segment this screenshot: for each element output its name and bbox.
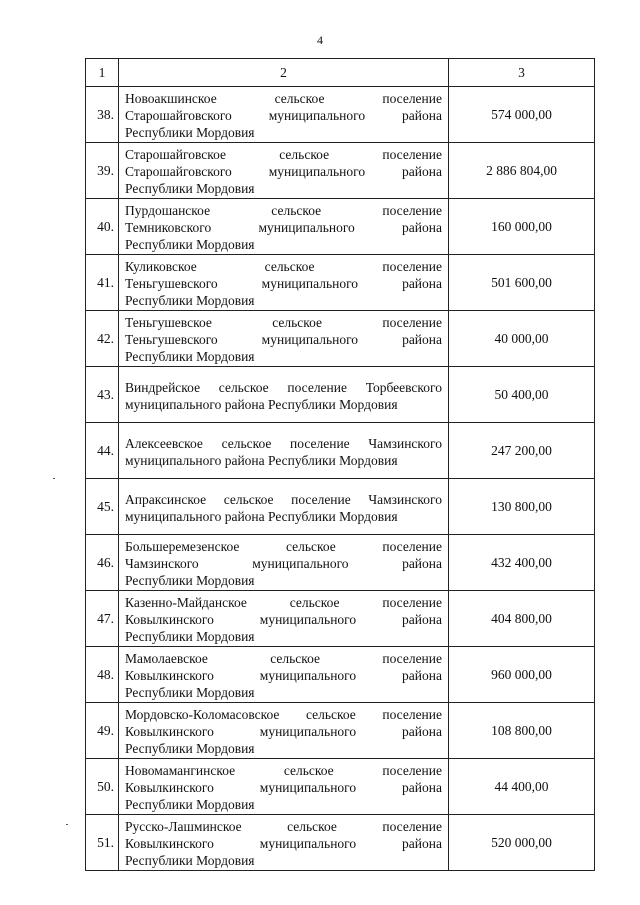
- column-header-2: 2: [119, 59, 449, 87]
- table-row: [86, 759, 595, 815]
- amount-value: 160 000,00: [449, 199, 595, 255]
- settlement-name: [119, 199, 449, 255]
- amount-value: 44 400,00: [449, 759, 595, 815]
- settlement-name-line: Теньгушевского муниципального района: [125, 276, 442, 291]
- table-row: [86, 255, 595, 311]
- settlement-name-line: Республики Мордовия: [125, 349, 255, 364]
- amount-value: 960 000,00: [449, 647, 595, 703]
- table-row: [86, 199, 595, 255]
- column-header-1: 1: [86, 59, 119, 87]
- column-header-3: 3: [449, 59, 595, 87]
- row-number: 41.: [86, 255, 119, 311]
- amount-value: 432 400,00: [449, 535, 595, 591]
- row-number: 48.: [86, 647, 119, 703]
- table-row: [86, 423, 595, 479]
- row-number: 38.: [86, 87, 119, 143]
- settlement-name-line: Теньгушевского муниципального района: [125, 332, 442, 347]
- settlement-name: [119, 703, 449, 759]
- settlement-name-line: Алексеевское сельское поселение Чамзинского: [125, 435, 442, 451]
- settlement-name: [119, 255, 449, 311]
- amount-value: 108 800,00: [449, 703, 595, 759]
- settlement-name-line: Старошайговское сельское поселение: [125, 147, 442, 162]
- amount-value: 404 800,00: [449, 591, 595, 647]
- settlement-name-line: муниципального района Республики Мордовия: [125, 396, 398, 412]
- settlement-name-line: Пурдошанское сельское поселение: [125, 203, 442, 218]
- settlement-name-line: муниципального района Республики Мордовия: [125, 452, 398, 468]
- settlement-name-line: Республики Мордовия: [125, 237, 255, 252]
- settlement-name: [119, 535, 449, 591]
- row-number: 43.: [86, 367, 119, 423]
- settlement-name-line: Новоакшинское сельское поселение: [125, 91, 442, 106]
- municipal-allocation-table: [85, 58, 595, 871]
- settlement-name-line: Республики Мордовия: [125, 629, 255, 644]
- table-row: [86, 87, 595, 143]
- settlement-name-line: Казенно-Майданское сельское поселение: [125, 595, 442, 610]
- settlement-name-line: Республики Мордовия: [125, 685, 255, 700]
- table-row: [86, 479, 595, 535]
- amount-value: 130 800,00: [449, 479, 595, 535]
- margin-mark: [66, 824, 68, 825]
- table-row: [86, 367, 595, 423]
- settlement-name-line: Новомамангинское сельское поселение: [125, 763, 442, 778]
- table-row: [86, 143, 595, 199]
- settlement-name-line: Старошайговского муниципального района: [125, 164, 442, 179]
- settlement-name: [119, 479, 449, 535]
- settlement-name-line: Куликовское сельское поселение: [125, 259, 442, 274]
- table-row: [86, 647, 595, 703]
- settlement-name-line: муниципального района Республики Мордовия: [125, 508, 398, 524]
- settlement-name: [119, 143, 449, 199]
- amount-value: 247 200,00: [449, 423, 595, 479]
- row-number: 51.: [86, 815, 119, 871]
- table-row: [86, 815, 595, 871]
- settlement-name-line: Мамолаевское сельское поселение: [125, 651, 442, 666]
- settlement-name: [119, 815, 449, 871]
- settlement-name: [119, 759, 449, 815]
- row-number: 46.: [86, 535, 119, 591]
- settlement-name: [119, 87, 449, 143]
- settlement-name-line: Чамзинского муниципального района: [125, 556, 442, 571]
- settlement-name-line: Теньгушевское сельское поселение: [125, 315, 442, 330]
- settlement-name-line: Ковылкинского муниципального района: [125, 724, 442, 739]
- settlement-name-line: Республики Мордовия: [125, 125, 255, 140]
- table-row: [86, 703, 595, 759]
- settlement-name-line: Мордовско-Коломасовское сельское поселение: [125, 707, 442, 722]
- settlement-name: [119, 311, 449, 367]
- margin-mark: [53, 478, 55, 479]
- table-row: [86, 591, 595, 647]
- row-number: 44.: [86, 423, 119, 479]
- amount-value: 2 886 804,00: [449, 143, 595, 199]
- settlement-name-line: Республики Мордовия: [125, 573, 255, 588]
- settlement-name-line: Апраксинское сельское поселение Чамзинского: [125, 491, 442, 507]
- settlement-name-line: Ковылкинского муниципального района: [125, 836, 442, 851]
- settlement-name-line: Большеремезенское сельское поселение: [125, 539, 442, 554]
- row-number: 47.: [86, 591, 119, 647]
- settlement-name-line: Ковылкинского муниципального района: [125, 780, 442, 795]
- settlement-name-line: Республики Мордовия: [125, 181, 255, 196]
- amount-value: 40 000,00: [449, 311, 595, 367]
- amount-value: 574 000,00: [449, 87, 595, 143]
- amount-value: 520 000,00: [449, 815, 595, 871]
- settlement-name-line: Республики Мордовия: [125, 293, 255, 308]
- settlement-name-line: Старошайговского муниципального района: [125, 108, 442, 123]
- settlement-name-line: Ковылкинского муниципального района: [125, 612, 442, 627]
- table-row: [86, 311, 595, 367]
- settlement-name-line: Темниковского муниципального района: [125, 220, 442, 235]
- settlement-name: [119, 367, 449, 423]
- settlement-name-line: Республики Мордовия: [125, 797, 255, 812]
- settlement-name-line: Ковылкинского муниципального района: [125, 668, 442, 683]
- page-number: 4: [317, 33, 323, 47]
- row-number: 45.: [86, 479, 119, 535]
- row-number: 40.: [86, 199, 119, 255]
- table-row: [86, 535, 595, 591]
- amount-value: 50 400,00: [449, 367, 595, 423]
- settlement-name-line: Республики Мордовия: [125, 741, 255, 756]
- row-number: 49.: [86, 703, 119, 759]
- amount-value: 501 600,00: [449, 255, 595, 311]
- row-number: 50.: [86, 759, 119, 815]
- settlement-name: [119, 647, 449, 703]
- row-number: 39.: [86, 143, 119, 199]
- settlement-name-line: Русско-Лашминское сельское поселение: [125, 819, 442, 834]
- row-number: 42.: [86, 311, 119, 367]
- settlement-name-line: Республики Мордовия: [125, 853, 255, 868]
- table-header-row: [86, 59, 595, 87]
- settlement-name-line: Виндрейское сельское поселение Торбеевского: [125, 379, 442, 395]
- settlement-name: [119, 591, 449, 647]
- settlement-name: [119, 423, 449, 479]
